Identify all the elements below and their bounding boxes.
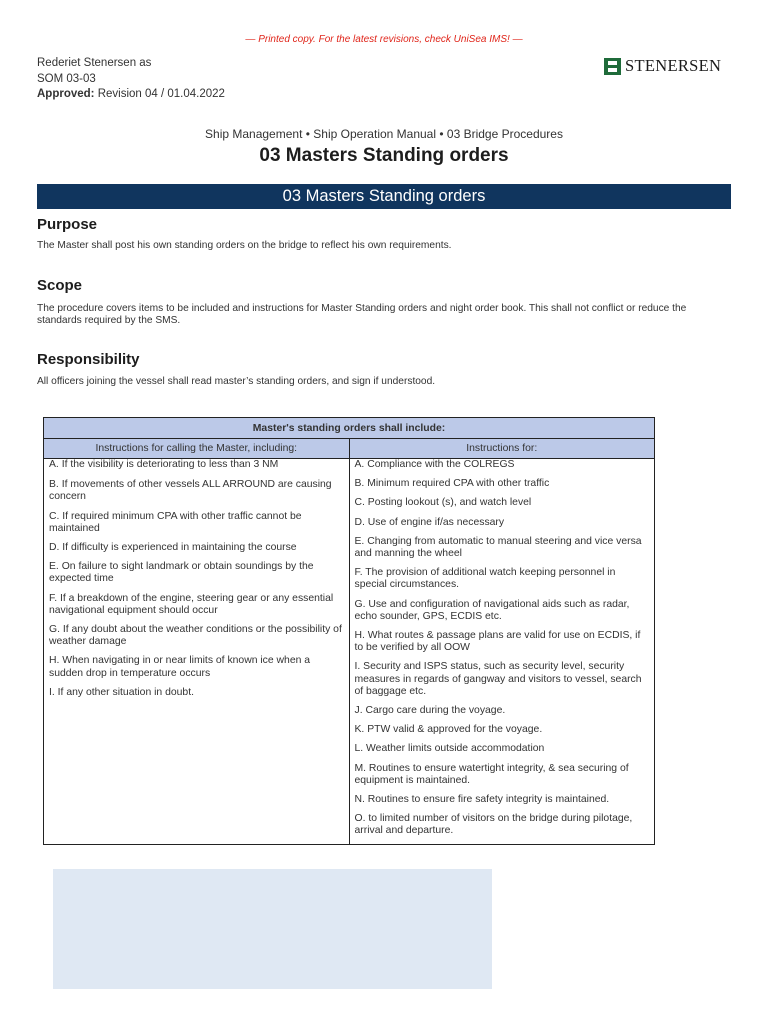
left-column-header: Instructions for calling the Master, including:	[44, 439, 350, 459]
list-item: K. PTW valid & approved for the voyage.	[354, 724, 543, 736]
company-name: Rederiet Stenersen as	[37, 57, 152, 69]
table-header: Master's standing orders shall include:	[44, 418, 655, 439]
approved-value: Revision 04 / 01.04.2022	[97, 88, 225, 100]
list-item: O. to limited number of visitors on the bridge during pilotage, arrival and departure.	[354, 813, 633, 837]
list-item: D. Use of engine if/as necessary	[354, 516, 505, 528]
right-column-header: Instructions for:	[349, 439, 655, 459]
list-item: C. Posting lookout (s), and watch level	[354, 497, 532, 509]
page-title: 03 Masters Standing orders	[259, 145, 509, 166]
list-item: A. If the visibility is deteriorating to less than 3 NM	[49, 459, 279, 470]
scope-heading: Scope	[37, 277, 83, 294]
purpose-heading: Purpose	[37, 216, 98, 233]
approved-label: Approved:	[37, 88, 95, 100]
list-item: C. If required minimum CPA with other traffic cannot be maintained	[49, 510, 302, 534]
responsibility-text: All officers joining the vessel shall read master’s standing orders, and sign if understood.	[37, 376, 436, 387]
approval-line	[37, 87, 225, 103]
list-item: G. Use and configuration of navigational aids such as radar, echo sounder, GPS, ECDIS etc.	[354, 598, 630, 622]
list-item: G. If any doubt about the weather conditions or the possibility of weather damage	[49, 624, 342, 648]
printed-copy-notice: — Printed copy. For the latest revisions, check UniSea IMS! —	[245, 34, 523, 45]
document-code: SOM 03-03	[37, 72, 96, 85]
list-item: M. Routines to ensure watertight integrity, & sea securing of equipment is maintained.	[354, 762, 629, 786]
list-item: F. If a breakdown of the engine, steering gear or any essential navigational equipment should occur	[49, 592, 334, 616]
list-item: A. Compliance with the COLREGS	[354, 459, 515, 470]
purpose-text: The Master shall post his own standing orders on the bridge to reflect his own requirements.	[37, 240, 452, 251]
list-item: I. Security and ISPS status, such as security level, security measures in regards of gangway and visitors to vessel, search of baggage etc.	[354, 661, 642, 697]
list-item: B. If movements of other vessels ALL ARROUND are causing concern	[49, 479, 332, 503]
breadcrumb: Ship Management • Ship Operation Manual • 03 Bridge Procedures	[205, 127, 563, 141]
calling-master-list	[44, 459, 350, 845]
list-item: E. Changing from automatic to manual steering and vice versa and manning the wheel	[354, 535, 642, 560]
list-item: L. Weather limits outside accommodation	[354, 743, 545, 755]
logo-text: STENERSEN	[625, 56, 722, 75]
list-item: E. On failure to sight landmark or obtain soundings by the expected time	[49, 561, 314, 585]
logo-mark-icon	[604, 58, 621, 75]
instructions-for-list	[349, 459, 655, 845]
list-item: J. Cargo care during the voyage.	[354, 705, 506, 717]
company-logo	[604, 56, 721, 76]
responsibility-heading: Responsibility	[37, 351, 140, 368]
list-item: I. If any other situation in doubt.	[49, 686, 194, 698]
title-banner: 03 Masters Standing orders	[37, 184, 731, 209]
scope-text: The procedure covers items to be included and instructions for Master Standing orders and night order book. This shall not conflict or reduce the standards required by the SMS.	[37, 303, 687, 326]
standing-orders-table	[43, 417, 655, 845]
list-item: F. The provision of additional watch keeping personnel in special circumstances.	[354, 567, 616, 591]
list-item: D. If difficulty is experienced in maintaining the course	[49, 542, 297, 554]
list-item: N. Routines to ensure fire safety integrity is maintained.	[354, 794, 610, 806]
document-meta	[37, 56, 225, 103]
empty-blue-box	[53, 869, 492, 989]
list-item: B. Minimum required CPA with other traffic	[354, 478, 550, 490]
list-item: H. When navigating in or near limits of known ice when a sudden drop in temperature occurs	[49, 655, 311, 679]
list-item: H. What routes & passage plans are valid for use on ECDIS, if to be verified by all OOW	[354, 630, 641, 654]
